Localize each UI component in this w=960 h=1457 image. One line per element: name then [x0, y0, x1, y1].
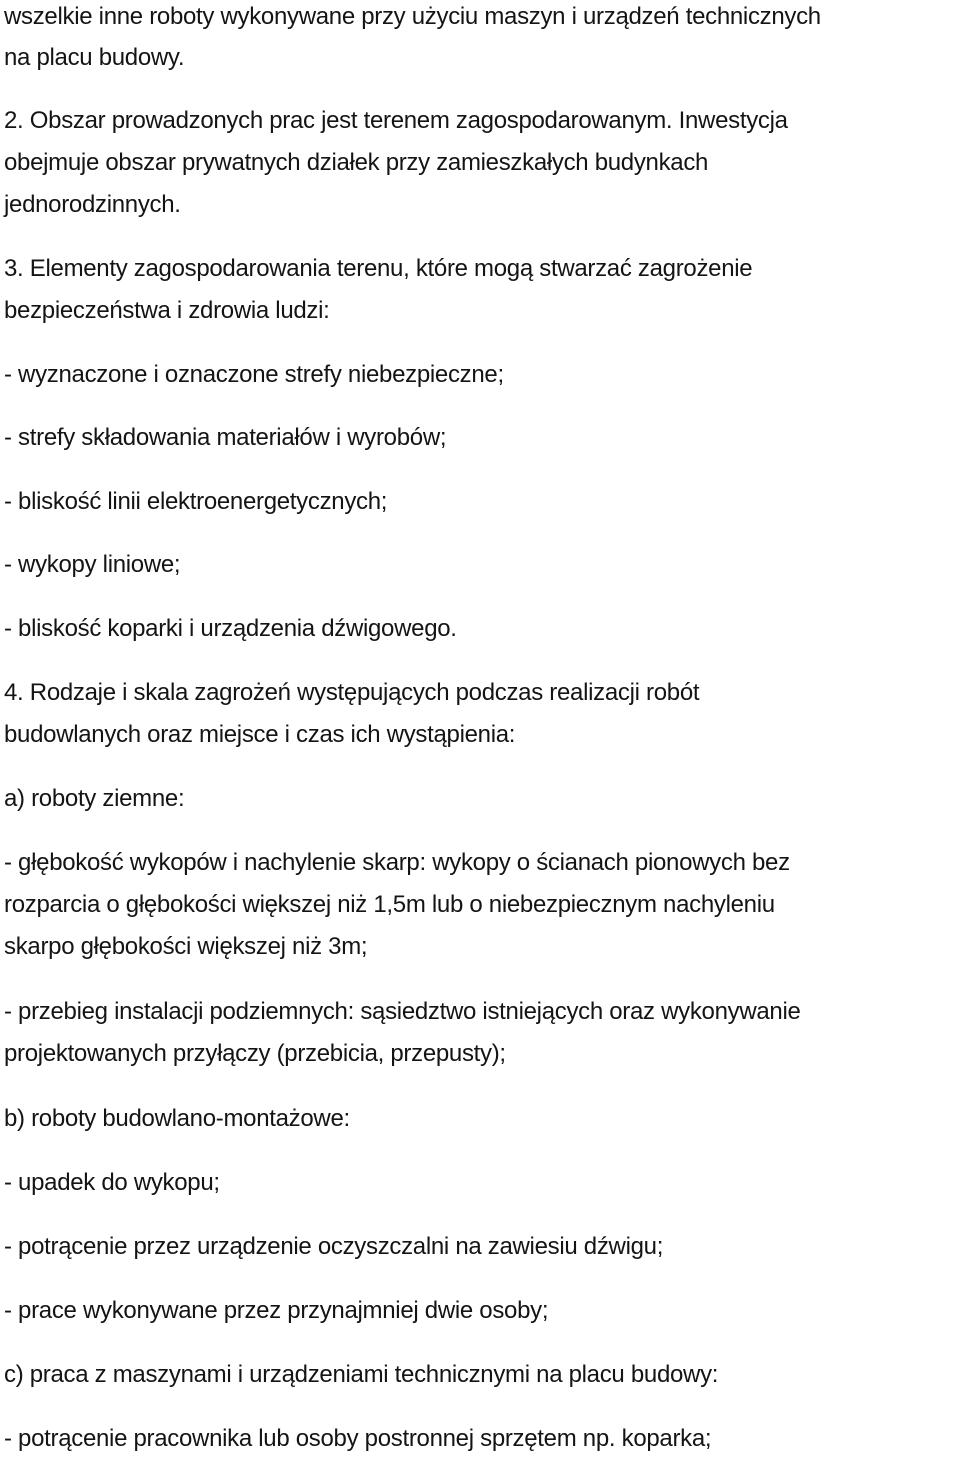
subsection-heading: b) roboty budowlano-montażowe: — [4, 1105, 350, 1132]
text-line: jednorodzinnych. — [4, 191, 181, 218]
list-item: - upadek do wykopu; — [4, 1169, 220, 1196]
text-line: rozparcia o głębokości większej niż 1,5m lub o niebezpiecznym nachyleniu — [4, 891, 775, 918]
list-item: - wyznaczone i oznaczone strefy niebezpieczne; — [4, 361, 504, 388]
text-line: budowlanych oraz miejsce i czas ich wystąpienia: — [4, 721, 516, 748]
list-item: - wykopy liniowe; — [4, 551, 181, 578]
list-item: - potrącenie pracownika lub osoby postronnej sprzętem np. koparka; — [4, 1425, 712, 1452]
text-line: wszelkie inne roboty wykonywane przy użyciu maszyn i urządzeń technicznych — [4, 3, 821, 30]
list-item: - głębokość wykopów i nachylenie skarp: wykopy o ścianach pionowych bez — [4, 849, 790, 876]
list-item: - przebieg instalacji podziemnych: sąsiedztwo istniejących oraz wykonywanie — [4, 998, 801, 1025]
list-item: - potrącenie przez urządzenie oczyszczalni na zawiesiu dźwigu; — [4, 1233, 664, 1260]
text-line: na placu budowy. — [4, 44, 185, 71]
subsection-heading: c) praca z maszynami i urządzeniami technicznymi na placu budowy: — [4, 1361, 719, 1388]
text-line: skarpo głębokości większej niż 3m; — [4, 933, 368, 960]
text-line: projektowanych przyłączy (przebicia, przepusty); — [4, 1040, 506, 1067]
list-item: - prace wykonywane przez przynajmniej dwie osoby; — [4, 1297, 549, 1324]
list-item: - bliskość koparki i urządzenia dźwigowego. — [4, 615, 457, 642]
list-item: - bliskość linii elektroenergetycznych; — [4, 488, 388, 515]
text-line: 2. Obszar prowadzonych prac jest terenem zagospodarowanym. Inwestycja — [4, 107, 788, 134]
text-line: bezpieczeństwa i zdrowia ludzi: — [4, 297, 330, 324]
text-line: 3. Elementy zagospodarowania terenu, które mogą stwarzać zagrożenie — [4, 255, 753, 282]
list-item: - strefy składowania materiałów i wyrobów; — [4, 424, 447, 451]
text-line: obejmuje obszar prywatnych działek przy zamieszkałych budynkach — [4, 149, 709, 176]
text-line: 4. Rodzaje i skala zagrożeń występujących podczas realizacji robót — [4, 679, 700, 706]
subsection-heading: a) roboty ziemne: — [4, 785, 185, 812]
